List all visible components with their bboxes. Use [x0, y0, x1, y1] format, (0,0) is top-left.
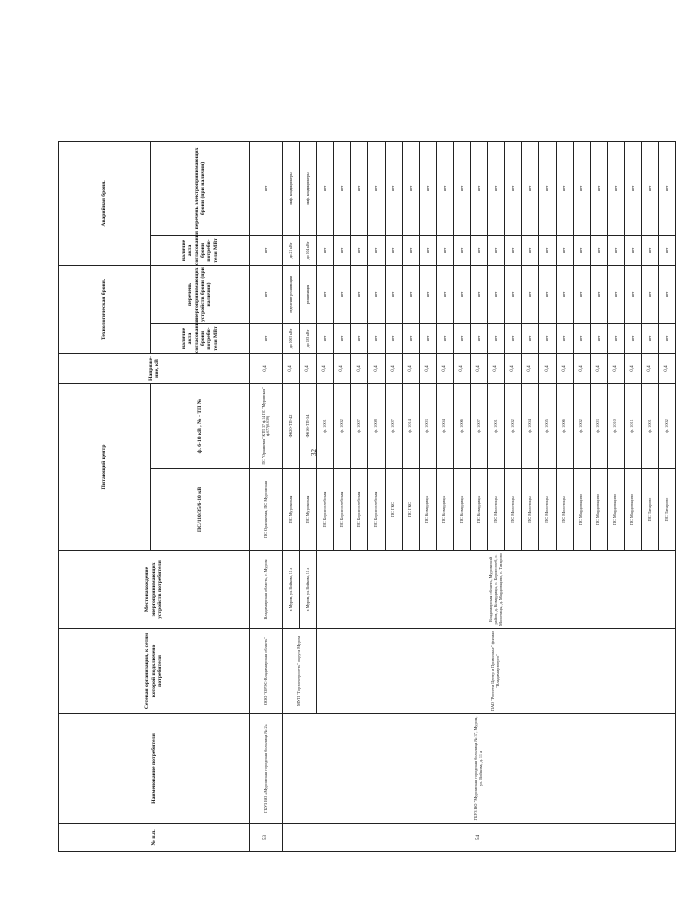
- location: г. Муром, ул. Войкова, 11 а: [283, 551, 300, 629]
- power-center: ПС Мардовщино: [624, 469, 641, 551]
- tech-list: нет: [250, 265, 283, 323]
- power-center: ПС Борисоглебская: [368, 469, 385, 551]
- em-list: нет: [368, 141, 385, 235]
- em-list: инф. кондиционеры: [300, 141, 317, 235]
- em-presence: нет: [351, 235, 368, 265]
- voltage: 0,4: [522, 353, 539, 383]
- em-list: нет: [471, 141, 488, 235]
- feeder: ф. 1001: [488, 383, 505, 468]
- power-center: ПС Молотицы: [488, 469, 505, 551]
- feeder: ф. 1007: [385, 383, 402, 468]
- em-presence: нет: [488, 235, 505, 265]
- header-consumer: Наименование потребителя: [59, 714, 250, 824]
- location: Владимирская область, г. Муром: [250, 551, 283, 629]
- header-voltage: Напряже- ние, кВ: [59, 353, 250, 383]
- feeder: ф. 1001: [641, 383, 658, 468]
- header-tech-list: перечень энергопринимающих устройств брони (при наличии): [151, 265, 250, 323]
- header-network-org: Сетевая организация, к сетям которой подключено потребителя: [59, 629, 250, 714]
- tech-list: нет: [607, 265, 624, 323]
- em-list: нет: [419, 141, 436, 235]
- header-em-list: перечень электропринимающих брони (при наличии): [151, 141, 250, 235]
- em-presence: нет: [659, 235, 676, 265]
- header-row-1: [59, 141, 151, 851]
- tech-presence: нет: [402, 323, 419, 353]
- feeder: ф. 1001: [317, 383, 334, 468]
- tech-presence: нет: [317, 323, 334, 353]
- em-presence: до 21 кВт: [283, 235, 300, 265]
- tech-list: нет: [334, 265, 351, 323]
- power-center: ПС ГКС: [385, 469, 402, 551]
- tech-list: нет: [368, 265, 385, 323]
- tech-list: нет: [385, 265, 402, 323]
- feeder: ф. 1005: [539, 383, 556, 468]
- em-presence: нет: [453, 235, 470, 265]
- voltage: 0,4: [250, 353, 283, 383]
- tech-list: нет: [522, 265, 539, 323]
- em-list: нет: [590, 141, 607, 235]
- voltage: 0,4: [317, 353, 334, 383]
- em-list: нет: [488, 141, 505, 235]
- feeder: Ф616-ТП-54: [300, 383, 317, 468]
- power-center: ПС Муромская: [283, 469, 300, 551]
- tech-presence: нет: [453, 323, 470, 353]
- consumer-name: ГБУЗ ВО "Муромская городская больница № 3", Муром, ул. Войкова, д. 11 а: [283, 714, 676, 824]
- voltage: 0,4: [659, 353, 676, 383]
- em-presence: нет: [539, 235, 556, 265]
- page-number: 32: [310, 449, 318, 456]
- power-center: ПС Татарово: [641, 469, 658, 551]
- feeder: ф. 1002: [505, 383, 522, 468]
- row-num: 53: [250, 824, 283, 852]
- tech-presence: нет: [368, 323, 385, 353]
- feeder: ф. 1002: [334, 383, 351, 468]
- voltage: 0,4: [539, 353, 556, 383]
- tech-presence: нет: [522, 323, 539, 353]
- em-list: нет: [522, 141, 539, 235]
- tech-presence: нет: [334, 323, 351, 353]
- feeder: ф. 1004: [436, 383, 453, 468]
- tech-list: нет: [351, 265, 368, 323]
- em-presence: нет: [505, 235, 522, 265]
- tech-presence: нет: [351, 323, 368, 353]
- power-center: ПС Оранжевая, ПС Муромская: [250, 469, 283, 551]
- em-list: инф. кондиционеры: [283, 141, 300, 235]
- tech-list: нет: [539, 265, 556, 323]
- em-presence: нет: [590, 235, 607, 265]
- em-presence: нет: [317, 235, 334, 265]
- tech-presence: нет: [385, 323, 402, 353]
- feeder: ф. 1006: [556, 383, 573, 468]
- header-emergency-armor: Аварийная броня.: [59, 141, 151, 265]
- tech-list: нет: [590, 265, 607, 323]
- em-list: нет: [573, 141, 590, 235]
- voltage: 0,4: [641, 353, 658, 383]
- em-list: нет: [539, 141, 556, 235]
- tech-list: нет: [317, 265, 334, 323]
- tech-list: нет: [402, 265, 419, 323]
- power-center: ПС Мардовщино: [590, 469, 607, 551]
- row-num: 54: [283, 824, 676, 852]
- tech-list: нет: [641, 265, 658, 323]
- voltage: 0,4: [624, 353, 641, 383]
- power-center: ПС Молотицы: [539, 469, 556, 551]
- feeder: ПС "Оранжевая" КТП 37 ф.14 ПС "Муромская" ф.677(0.639): [250, 383, 283, 468]
- header-feeder: ф. 6-10 кВ , № - ТП №: [151, 383, 250, 468]
- voltage: 0,4: [300, 353, 317, 383]
- voltage: 0,4: [471, 353, 488, 383]
- em-presence: нет: [334, 235, 351, 265]
- voltage: 0,4: [607, 353, 624, 383]
- feeder: ф. 1002: [659, 383, 676, 468]
- tech-list: нет: [573, 265, 590, 323]
- voltage: 0,4: [368, 353, 385, 383]
- feeder: ф. 1010: [607, 383, 624, 468]
- tech-list: нет: [436, 265, 453, 323]
- tech-list: нет: [505, 265, 522, 323]
- tech-list: нет: [624, 265, 641, 323]
- em-list: нет: [607, 141, 624, 235]
- feeder: ф. 1003: [590, 383, 607, 468]
- em-presence: нет: [250, 235, 283, 265]
- power-center: ПС Борисоглебская: [334, 469, 351, 551]
- power-center: ПС Ковардицы: [436, 469, 453, 551]
- tech-list: нет: [453, 265, 470, 323]
- tech-presence: нет: [471, 323, 488, 353]
- em-presence: нет: [471, 235, 488, 265]
- power-supply-table: [58, 141, 676, 852]
- voltage: 0,4: [351, 353, 368, 383]
- em-list: нет: [624, 141, 641, 235]
- location: г. Муром, ул. Войкова, 11 а: [300, 551, 317, 629]
- em-presence: нет: [607, 235, 624, 265]
- tech-presence: нет: [573, 323, 590, 353]
- header-location: Местонахождение энергопринимающих устройств потребителя: [59, 551, 250, 629]
- em-presence: нет: [556, 235, 573, 265]
- em-list: нет: [351, 141, 368, 235]
- em-list: нет: [250, 141, 283, 235]
- header-pc: ПС/110/35/6-10 кВ: [151, 469, 250, 551]
- power-center: ПС Ковардицы: [471, 469, 488, 551]
- em-presence: нет: [573, 235, 590, 265]
- feeder: Ф620-ТП-42: [283, 383, 300, 468]
- voltage: 0,4: [590, 353, 607, 383]
- feeder: ф. 1011: [624, 383, 641, 468]
- tech-presence: нет: [659, 323, 676, 353]
- em-list: нет: [402, 141, 419, 235]
- tech-list: нет: [471, 265, 488, 323]
- network-org: МУП "Горэлектросеть" округа Муром: [283, 629, 317, 714]
- feeder: ф. 1008: [368, 383, 385, 468]
- em-presence: нет: [385, 235, 402, 265]
- feeder: ф. 1014: [402, 383, 419, 468]
- power-center: ПС ГКС: [402, 469, 419, 551]
- em-list: нет: [385, 141, 402, 235]
- voltage: 0,4: [573, 353, 590, 383]
- voltage: 0,4: [488, 353, 505, 383]
- feeder: ф. 1004: [522, 383, 539, 468]
- voltage: 0,4: [334, 353, 351, 383]
- voltage: 0,4: [453, 353, 470, 383]
- power-center: ПС Ковардицы: [453, 469, 470, 551]
- tech-list: отделение реанимации: [283, 265, 300, 323]
- tech-presence: до 1003 кВт: [283, 323, 300, 353]
- feeder: ф. 1006: [453, 383, 470, 468]
- tech-presence: нет: [250, 323, 283, 353]
- rotated-table-wrapper: [58, 142, 670, 852]
- voltage: 0,4: [556, 353, 573, 383]
- tech-presence: нет: [590, 323, 607, 353]
- location: Владимирская область, Муромский район, д. Ковардицы, с. Борисоглеб, с. Молотицы, д. Мардовщино, с. Татарово: [317, 551, 676, 629]
- em-list: нет: [505, 141, 522, 235]
- em-list: нет: [317, 141, 334, 235]
- table-row: [250, 141, 283, 851]
- voltage: 0,4: [385, 353, 402, 383]
- em-list: нет: [556, 141, 573, 235]
- feeder: ф. 1003: [419, 383, 436, 468]
- voltage: 0,4: [505, 353, 522, 383]
- feeder: ф. 1002: [573, 383, 590, 468]
- em-presence: до 104 кВт: [300, 235, 317, 265]
- tech-presence: нет: [539, 323, 556, 353]
- header-tech-armor: Технологическая броня.: [59, 265, 151, 353]
- consumer-name: ГБУЗ ВО «Муромская городская больница № 2»: [250, 714, 283, 824]
- tech-presence: нет: [556, 323, 573, 353]
- voltage: 0,4: [419, 353, 436, 383]
- tech-presence: нет: [488, 323, 505, 353]
- tech-list: нет: [419, 265, 436, 323]
- power-center: ПС Борисоглебская: [351, 469, 368, 551]
- tech-presence: нет: [436, 323, 453, 353]
- power-center: ПС Мардовщино: [573, 469, 590, 551]
- em-presence: нет: [624, 235, 641, 265]
- tech-presence: нет: [419, 323, 436, 353]
- power-center: ПС Молотицы: [556, 469, 573, 551]
- network-org: ООО "ОРЭС-Владимирская область": [250, 629, 283, 714]
- power-center: ПС Ковардицы: [419, 469, 436, 551]
- header-em-presence: наличие акта согласования брони потреби- теля МВт: [151, 235, 250, 265]
- power-center: ПС Мардовщино: [607, 469, 624, 551]
- tech-presence: нет: [641, 323, 658, 353]
- em-presence: нет: [368, 235, 385, 265]
- header-num: № п.п.: [59, 824, 250, 852]
- voltage: 0,4: [436, 353, 453, 383]
- em-presence: нет: [522, 235, 539, 265]
- em-presence: нет: [436, 235, 453, 265]
- power-center: ПС Молотицы: [522, 469, 539, 551]
- em-list: нет: [334, 141, 351, 235]
- voltage: 0,4: [283, 353, 300, 383]
- em-list: нет: [641, 141, 658, 235]
- em-presence: нет: [419, 235, 436, 265]
- feeder: ф. 1007: [471, 383, 488, 468]
- power-center: ПС Татарово: [659, 469, 676, 551]
- header-tech-presence: наличие акта согласования брони потреби- теля МВт: [151, 323, 250, 353]
- tech-list: нет: [488, 265, 505, 323]
- tech-list: реанимация: [300, 265, 317, 323]
- network-org: ПАО "Россети Центр и Приволжье" филиал "Владимирэнерго": [317, 629, 676, 714]
- tech-list: нет: [659, 265, 676, 323]
- power-center: ПС Муромская: [300, 469, 317, 551]
- tech-presence: нет: [505, 323, 522, 353]
- tech-list: нет: [556, 265, 573, 323]
- power-center: ПС Молотицы: [505, 469, 522, 551]
- feeder: ф. 1007: [351, 383, 368, 468]
- tech-presence: до 183 кВт: [300, 323, 317, 353]
- table-row: [283, 141, 300, 851]
- em-list: нет: [453, 141, 470, 235]
- em-list: нет: [659, 141, 676, 235]
- power-center: ПС Борисоглебская: [317, 469, 334, 551]
- voltage: 0,4: [402, 353, 419, 383]
- tech-presence: нет: [607, 323, 624, 353]
- tech-presence: нет: [624, 323, 641, 353]
- header-power-center: Питающий центр: [59, 383, 151, 550]
- em-list: нет: [436, 141, 453, 235]
- em-presence: нет: [641, 235, 658, 265]
- em-presence: нет: [402, 235, 419, 265]
